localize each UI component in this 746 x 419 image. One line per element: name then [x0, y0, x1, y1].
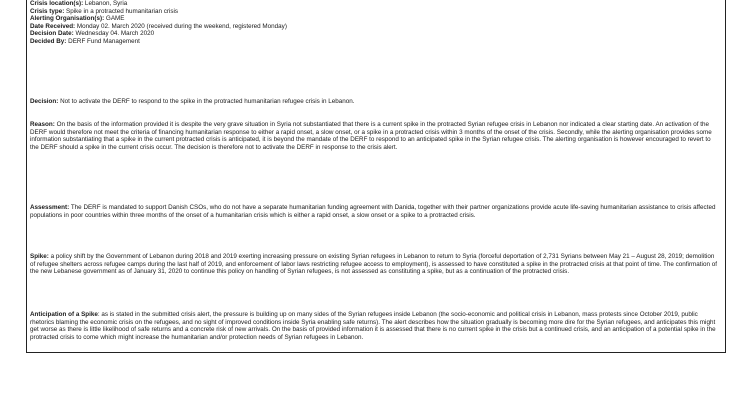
spike-text: a policy shift by the Government of Lebanon during 2018 and 2019 exerting increasing pressure on existing Syrian refugees in Lebanon to return to Syria (forceful deportation of 2,731 Syrians between May 21 – August 28, 2019; demolition of refugee shelters across refugee camps during the last half of 2019, and enforcement of labor laws restricting refugee access to employment), is assessed to have constituted a spike in the protracted crisis at that point of time. The confirmation of the new Lebanese government as of January 31, 2020 to continue this policy on handling of Syrian refugees, is not assessed as constituting a spike, but as a continuation of the protracted crisis. [30, 253, 717, 276]
reason-text: On the basis of the information provided it is despite the very grave situation in Syria not substantiated that there is a current spike in the protracted Syrian refugee crisis in Lebanon nor indicated a clear starting date. An activation of the DERF would therefore not meet the criteria of financing humanitarian response to either a rapid onset, a slow onset, or a spike in a protracted crisis within 3 months of the onset of the crisis. Secondly, while the alerting organisation provides some information substantiating that a spike in the current protracted crisis is anticipated, it is beyond the mandate of the DERF to respond to an anticipated spike in the Syrian refugee crisis. The alerting organisation is however encouraged to revert to the DERF should a spike in the current crisis occur. The decision is therefore not to activate the DERF in response to the crisis alert. [30, 121, 712, 151]
alerting-organisation-row [30, 15, 720, 23]
date-received-row [30, 23, 720, 31]
decided-by-label: Decided By: [30, 37, 67, 45]
spike-paragraph [30, 253, 720, 276]
date-received-label: Date Received: [30, 22, 76, 30]
assessment-label: Assessment: [30, 204, 70, 211]
anticipation-label: Anticipation of a Spike [30, 311, 98, 318]
crisis-type-value: Spike in a protracted humanitarian crisis [64, 7, 179, 15]
decision-date-row [30, 30, 720, 38]
reason-paragraph [30, 121, 720, 151]
reason-section [30, 121, 720, 151]
decision-date-value: Wednesday 04. March 2020 [73, 30, 155, 38]
document-page [26, 0, 726, 353]
decision-text: Not to activate the DERF to respond to the spike in the protracted humanitarian refugee crisis in Lebanon. [58, 98, 355, 105]
decision-paragraph [30, 98, 720, 106]
assessment-paragraph [30, 204, 720, 219]
alerting-organisation-label: Alerting Organisation(s): [30, 15, 105, 23]
crisis-location-value: Lebanon, Syria [83, 0, 128, 7]
spike-section [30, 253, 720, 276]
alerting-organisation-value: GAME [104, 15, 125, 23]
assessment-section [30, 204, 720, 219]
crisis-type-row [30, 8, 720, 16]
decision-date-label: Decision Date: [30, 30, 74, 38]
assessment-text: The DERF is mandated to support Danish CSOs, who do not have a separate humanitarian funding agreement with Danida, together with their partner organizations provide acute life-saving humanitarian assistance to crisis affected populations in poor countries within three months of the onset of a humanitarian crisis which is either a rapid onset, a slow onset or a spike to a protracted crisis. [30, 204, 716, 219]
spike-label: Spike: [30, 253, 49, 260]
crisis-metadata [30, 0, 720, 46]
crisis-location-label: Crisis location(s): [30, 0, 84, 7]
anticipation-text: : as is stated in the submitted crisis alert, the pressure is building up on many sides of the Syrian refugees inside Lebanon (the socio-economic and political crisis in Lebanon, mass protests since October 2019, public rhetorics blaming the economic crisis on the refugees, and no sight of improved conditions inside Syria enabling safe returns). The alert describes how the situation gradually is becoming more dire for the Syrian refugees, and anticipates this might get worse as there is little likelihood of safe returns and a concrete risk of new arrivals. On the basis of provided information it is assessed that there is no current spike in the crisis but a continued crisis, and an anticipation of a potential spike in the protracted crisis to come which might increase the humanitarian and/or protection needs of Syrian refugees in Lebanon. [30, 311, 716, 341]
decided-by-value: DERF Fund Management [66, 37, 140, 45]
date-received-value: Monday 02. March 2020 (received during the weekend, registered Monday) [75, 22, 287, 30]
anticipation-section [30, 311, 720, 341]
crisis-location-row [30, 0, 720, 8]
decided-by-row [30, 38, 720, 46]
decision-section [30, 98, 720, 106]
anticipation-paragraph [30, 311, 720, 341]
crisis-type-label: Crisis type: [30, 7, 65, 15]
reason-label: Reason: [30, 121, 55, 128]
decision-label: Decision: [30, 98, 59, 105]
